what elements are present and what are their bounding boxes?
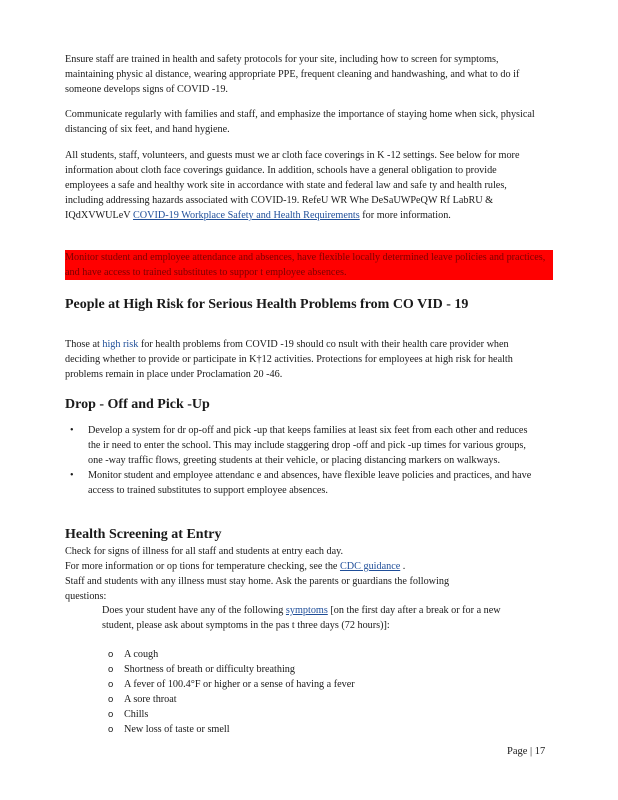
text-before: Does your student have any of the following	[102, 605, 286, 616]
workplace-safety-link[interactable]: COVID-19 Workplace Safety and Health Requirements	[133, 210, 360, 221]
paragraph-text	[65, 148, 535, 223]
question-text	[102, 603, 505, 633]
paragraph-text: Ensure staff are trained in health and safety protocols for your site, including how to screen for symptoms, maintaining physic al distance, wearing appropriate PPE, frequent cleaning and handwashing, and what to do if someone develops signs of COVID -19.	[65, 54, 520, 95]
paragraph-high-risk	[65, 337, 535, 382]
screening-line-1: Check for signs of illness for all staff and students at entry each day.	[65, 546, 344, 557]
list-item: • Develop a system for dr op-off and pick -up that keeps families at least six feet from each other and reduces the ir need to enter the school. This may include staggering drop -off and pick -up times for various groups, one -way traffic flows, greeting students at their vehicle, or placing distancing markers on walkways.	[65, 423, 535, 468]
symptom-item: o A sore throat	[108, 692, 355, 707]
heading-drop-off: Drop - Off and Pick -Up	[65, 397, 210, 412]
paragraph-staff-training	[65, 52, 535, 97]
cdc-guidance-link[interactable]: CDC guidance	[339, 561, 401, 572]
screening-line-3: Staff and students with any illness must stay home. Ask the parents or guardians the following questions:	[65, 576, 450, 602]
highlighted-attendance-note: Monitor student and employee attendance and absences, have flexible locally determined leave policies and practices, and have access to trained substitutes to suppor t employee absences.	[65, 250, 553, 280]
paragraph-screening	[65, 544, 535, 604]
symptom-item: o New loss of taste or smell	[108, 722, 355, 737]
heading-high-risk: People at High Risk for Serious Health Problems from CO VID - 19	[65, 297, 469, 312]
heading-health-screening: Health Screening at Entry	[65, 527, 222, 542]
text-after: .	[400, 561, 406, 572]
page-number: 17	[534, 746, 546, 757]
symptom-item: o Chills	[108, 707, 355, 722]
paragraph-face-coverings	[65, 148, 535, 223]
paragraph-body: All students, staff, volunteers, and guests must we ar cloth face coverings in K -12 settings. See below for more information about cloth face coverings guidance. In addition, schools have a general obligation to provide employees a safe and healthy work site in accordance with state and federal law and safe ty and health rules, including addressing hazards associated with COVID-19. RefeU WR Whe DeSaUWPeQW Rf LabRU & IQdXVWULeV	[65, 150, 520, 221]
text-before: Those at	[65, 339, 103, 350]
text-after: for health problems from COVID -19 should co nsult with their health care provider when deciding whether to provide or participate in K†12 activities. Protections for employees at high risk for health problems remain in place under Proclamation 20 -46.	[65, 339, 513, 380]
symptom-list	[108, 647, 355, 737]
symptom-item: o A fever of 100.4°F or higher or a sense of having a fever	[108, 677, 355, 692]
page-separator: |	[530, 746, 533, 757]
paragraph-text: Communicate regularly with families and staff, and emphasize the importance of staying home when sick, physical distancing of six feet, and hand hygiene.	[65, 109, 535, 135]
symptom-item: o Shortness of breath or difficulty breathing	[108, 662, 355, 677]
symptom-item: o A cough	[108, 647, 355, 662]
drop-off-bullet-list	[65, 423, 535, 498]
paragraph-text	[65, 337, 535, 382]
paragraph-tail: for more information.	[359, 210, 451, 221]
page-footer	[507, 746, 545, 757]
symptom-question	[85, 603, 505, 633]
list-item: • Monitor student and employee attendanc e and absences, have flexible leave policies and practices, and have access to trained substitutes to support employee absences.	[65, 468, 535, 498]
symptoms-link[interactable]: symptoms	[285, 605, 328, 616]
text-before: For more information or op tions for temperature checking, see the	[65, 561, 340, 572]
paragraph-communicate	[65, 107, 535, 137]
screening-line-2	[65, 559, 535, 574]
page-label: Page	[507, 746, 528, 757]
high-risk-link[interactable]: high risk	[102, 339, 139, 350]
text-after: [on the first day after a break or for a new student, please ask about symptoms in the pas t three days (72 hours)]:	[102, 605, 501, 631]
